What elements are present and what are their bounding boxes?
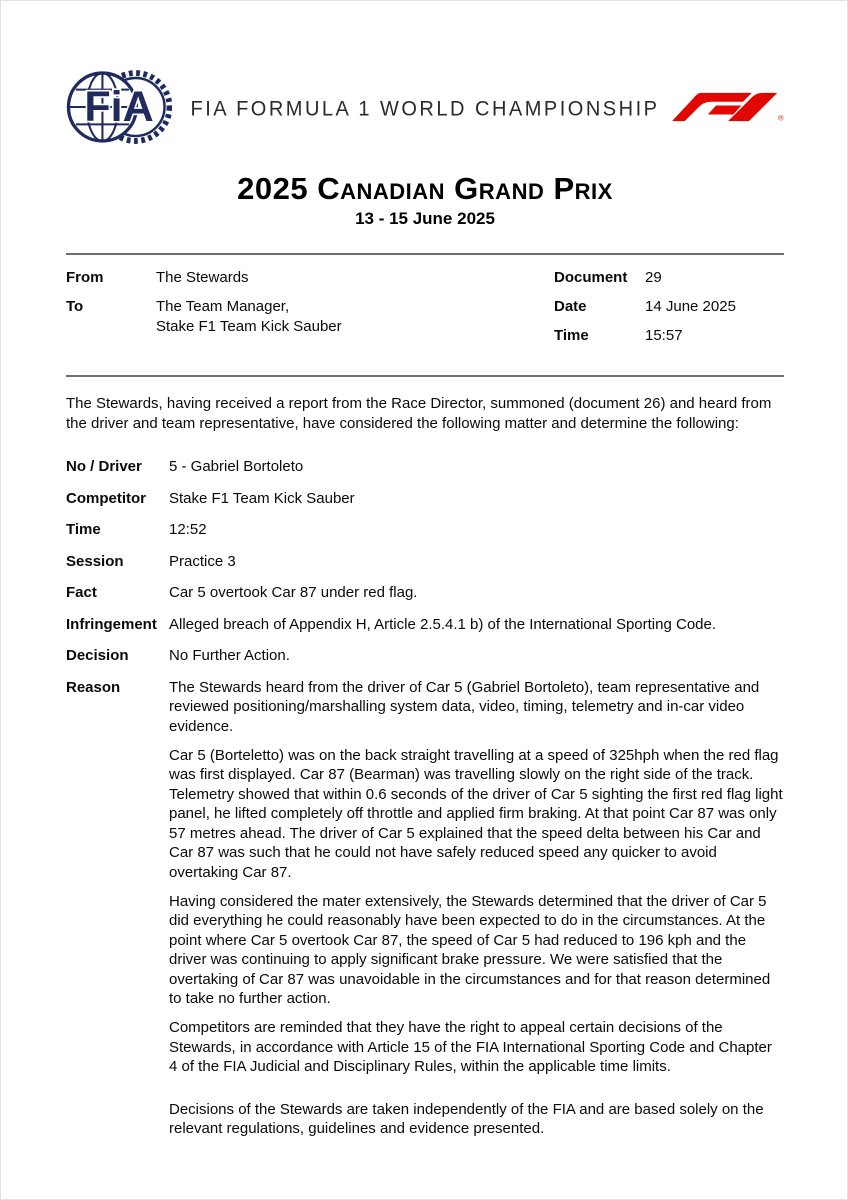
competitor-value: Stake F1 Team Kick Sauber <box>169 489 355 507</box>
decision-value: No Further Action. <box>169 647 290 664</box>
decision-fields <box>66 457 784 1148</box>
from-label: From <box>66 269 104 286</box>
competitor-label: Competitor <box>66 489 146 507</box>
infringement-label: Infringement <box>66 615 157 633</box>
from-value: The Stewards <box>156 269 249 286</box>
field-row-reason <box>66 678 784 1149</box>
to-value-line1: The Team Manager, <box>156 298 290 315</box>
document-label: Document <box>554 269 628 286</box>
infringement-value: Alleged breach of Appendix H, Article 2.5.4.1 b) of the International Sporting Code. <box>169 615 717 633</box>
session-label: Session <box>66 552 124 570</box>
field-row-no-driver <box>66 457 784 477</box>
reason-paragraph-1: The Stewards heard from the driver of Car 5 (Gabriel Bortoleto), team representative and reviewed positioning/marshalling system data, video, timing, telemetry and in-car video evidence. <box>169 678 760 735</box>
meta-row-time <box>554 326 784 346</box>
field-row-decision <box>66 646 784 666</box>
reason-label: Reason <box>66 678 121 696</box>
championship-title: FIA FORMULA 1 WORLD CHAMPIONSHIP <box>190 96 660 121</box>
reason-paragraphs <box>169 678 784 1149</box>
date-label: Date <box>554 298 587 315</box>
session-value: Practice 3 <box>169 552 236 570</box>
incident-time-value: 12:52 <box>169 521 207 538</box>
reason-paragraph-3: Having considered the mater extensively, the Stewards determined that the driver of Car 5 did everything he could reasonably have been expected to do in the circumstances. At the point where Car 5 overtook Car 87, the speed of Car 5 had reduced to 196 kph and the driver was continuing to apply significant brake pressure. We were satisfied that the overtaking of Car 87 was unavoidable in the circumstances and for that reason determined to take no further action. <box>169 892 771 1007</box>
event-title: 2025 Canadian Grand Prix <box>237 171 613 206</box>
reason-paragraph-5: Decisions of the Stewards are taken independently of the FIA and are based solely on the relevant regulations, guidelines and evidence presented. <box>169 1100 764 1137</box>
svg-text:FiA: FiA <box>84 82 154 131</box>
fia-logo <box>66 65 184 154</box>
field-row-infringement <box>66 615 784 635</box>
field-row-time <box>66 520 784 540</box>
f1-logo-icon <box>672 92 784 122</box>
reason-paragraph-4: Competitors are reminded that they have the right to appeal certain decisions of the Stewards, in accordance with Article 15 of the FIA International Sporting Code and Chapter 4 of the FIA Judicial and Disciplinary Rules, within the applicable time limits. <box>169 1019 772 1075</box>
meta-row-from <box>66 268 554 288</box>
time-value: 15:57 <box>645 327 683 344</box>
no-driver-value: 5 - Gabriel Bortoleto <box>169 458 304 475</box>
meta-row-document <box>554 268 784 288</box>
field-row-session <box>66 552 784 572</box>
meta-row-date <box>554 297 784 317</box>
incident-time-label: Time <box>66 521 101 538</box>
svg-text:®: ® <box>778 112 784 122</box>
date-value: 14 June 2025 <box>645 298 736 315</box>
f1-logo <box>666 92 784 127</box>
reason-paragraph-2: Car 5 (Borteletto) was on the back straight travelling at a speed of 325hph when the red flag was first displayed. Car 87 (Bearman) was travelling slowly on the right side of the track. Telemetry showed that within 0.6 seconds of the driver of Car 5 sighting the first red flag light panel, he lifted completely off throttle and applied firm braking. At that point Car 87 was only 57 metres ahead. The driver of Car 5 explained that the speed delta between his Car and Car 87 was such that he could not have safely reduced speed any quicker to avoid overtaking Car 87. <box>169 746 783 881</box>
intro-paragraph: The Stewards, having received a report from the Race Director, summoned (document 26) and heard from the driver and team representative, have considered the following matter and determine the following: <box>66 395 772 432</box>
meta-right-column <box>554 268 784 355</box>
meta-row-to <box>66 297 554 337</box>
fia-logo-icon <box>66 65 172 149</box>
meta-left-column <box>66 268 554 355</box>
meta-table <box>66 253 784 377</box>
fact-value: Car 5 overtook Car 87 under red flag. <box>169 584 418 601</box>
event-date-range: 13 - 15 June 2025 <box>355 209 495 228</box>
to-value <box>156 297 554 337</box>
to-label: To <box>66 298 84 315</box>
no-driver-label: No / Driver <box>66 458 142 475</box>
field-row-fact <box>66 583 784 603</box>
decision-label: Decision <box>66 647 129 664</box>
to-value-line2: Stake F1 Team Kick Sauber <box>156 318 342 335</box>
time-label: Time <box>554 327 589 344</box>
field-row-competitor <box>66 489 784 509</box>
fact-label: Fact <box>66 584 97 601</box>
document-header <box>66 63 784 155</box>
document-value: 29 <box>645 269 662 286</box>
